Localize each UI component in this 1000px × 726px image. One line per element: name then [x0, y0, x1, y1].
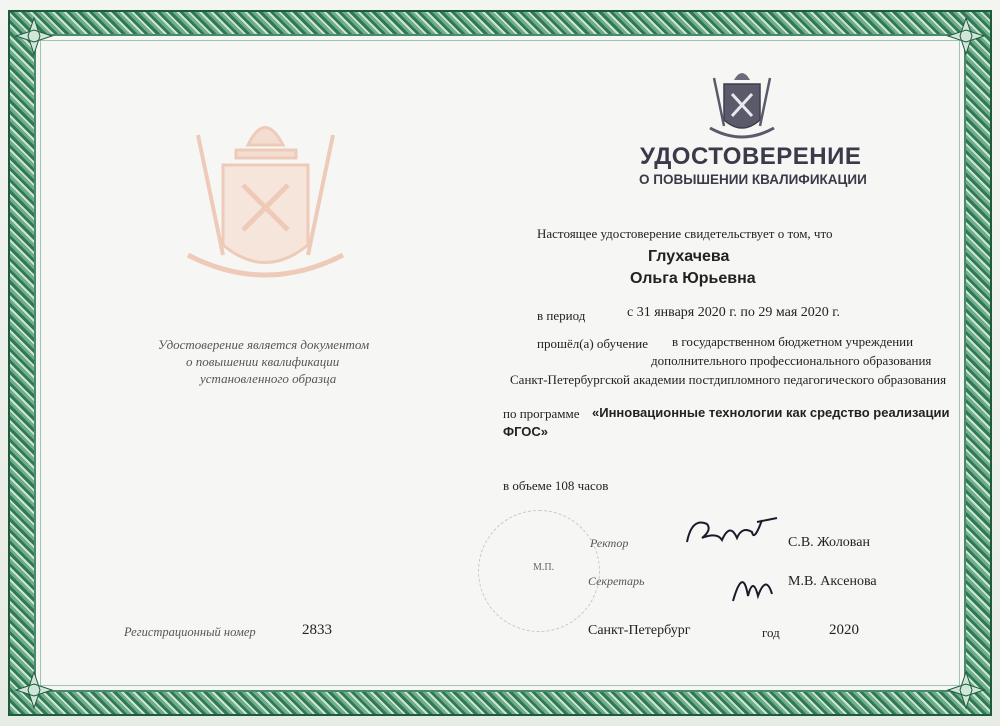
- intro-text: Настоящее удостоверение свидетельствует о том, что: [537, 226, 833, 241]
- recipient-name: Ольга Юрьевна: [630, 270, 756, 287]
- year-label: год: [762, 625, 780, 640]
- stamp-label: М.П.: [533, 562, 555, 573]
- corner-ornament-icon: [14, 16, 54, 56]
- left-note-line2: о повышении квалификации: [186, 354, 340, 369]
- program-label: по программе: [503, 406, 580, 421]
- secretary-signature-icon: [728, 566, 778, 606]
- corner-ornament-icon: [946, 670, 986, 710]
- issue-city: Санкт-Петербург: [588, 623, 691, 638]
- rector-signature-icon: [682, 512, 782, 554]
- certificate-title: УДОСТОВЕРЕНИЕ: [640, 143, 862, 170]
- left-note-line3: установленного образца: [200, 371, 337, 386]
- institution-line3: Санкт-Петербургской академии постдипломного педагогического образования: [510, 372, 947, 387]
- coat-of-arms-watermark-icon: [178, 105, 353, 295]
- corner-ornament-icon: [946, 16, 986, 56]
- certificate-subtitle: О ПОВЫШЕНИИ КВАЛИФИКАЦИИ: [639, 172, 867, 187]
- secretary-label: Секретарь: [588, 574, 645, 588]
- period-value: с 31 января 2020 г. по 29 мая 2020 г.: [627, 305, 840, 320]
- period-label: в период: [537, 308, 586, 323]
- program-title-line2: ФГОС»: [503, 424, 549, 439]
- institution-line2: дополнительного профессионального образования: [651, 353, 932, 368]
- corner-ornament-icon: [14, 670, 54, 710]
- program-title-line1: «Инновационные технологии как средство реализации: [592, 405, 950, 420]
- coat-of-arms-icon: [708, 66, 776, 142]
- rector-name: С.В. Жолован: [788, 535, 870, 550]
- registration-label: Регистрационный номер: [124, 625, 256, 639]
- left-note-line1: Удостоверение является документом: [158, 337, 370, 352]
- institution-line1: в государственном бюджетном учреждении: [672, 334, 914, 349]
- volume-text: в объеме 108 часов: [503, 478, 609, 493]
- rector-label: Ректор: [590, 536, 629, 550]
- secretary-name: М.В. Аксенова: [788, 574, 877, 589]
- registration-number: 2833: [302, 622, 332, 638]
- issue-year: 2020: [829, 622, 859, 638]
- recipient-surname: Глухачева: [648, 248, 730, 265]
- training-label: прошёл(а) обучение: [537, 336, 649, 351]
